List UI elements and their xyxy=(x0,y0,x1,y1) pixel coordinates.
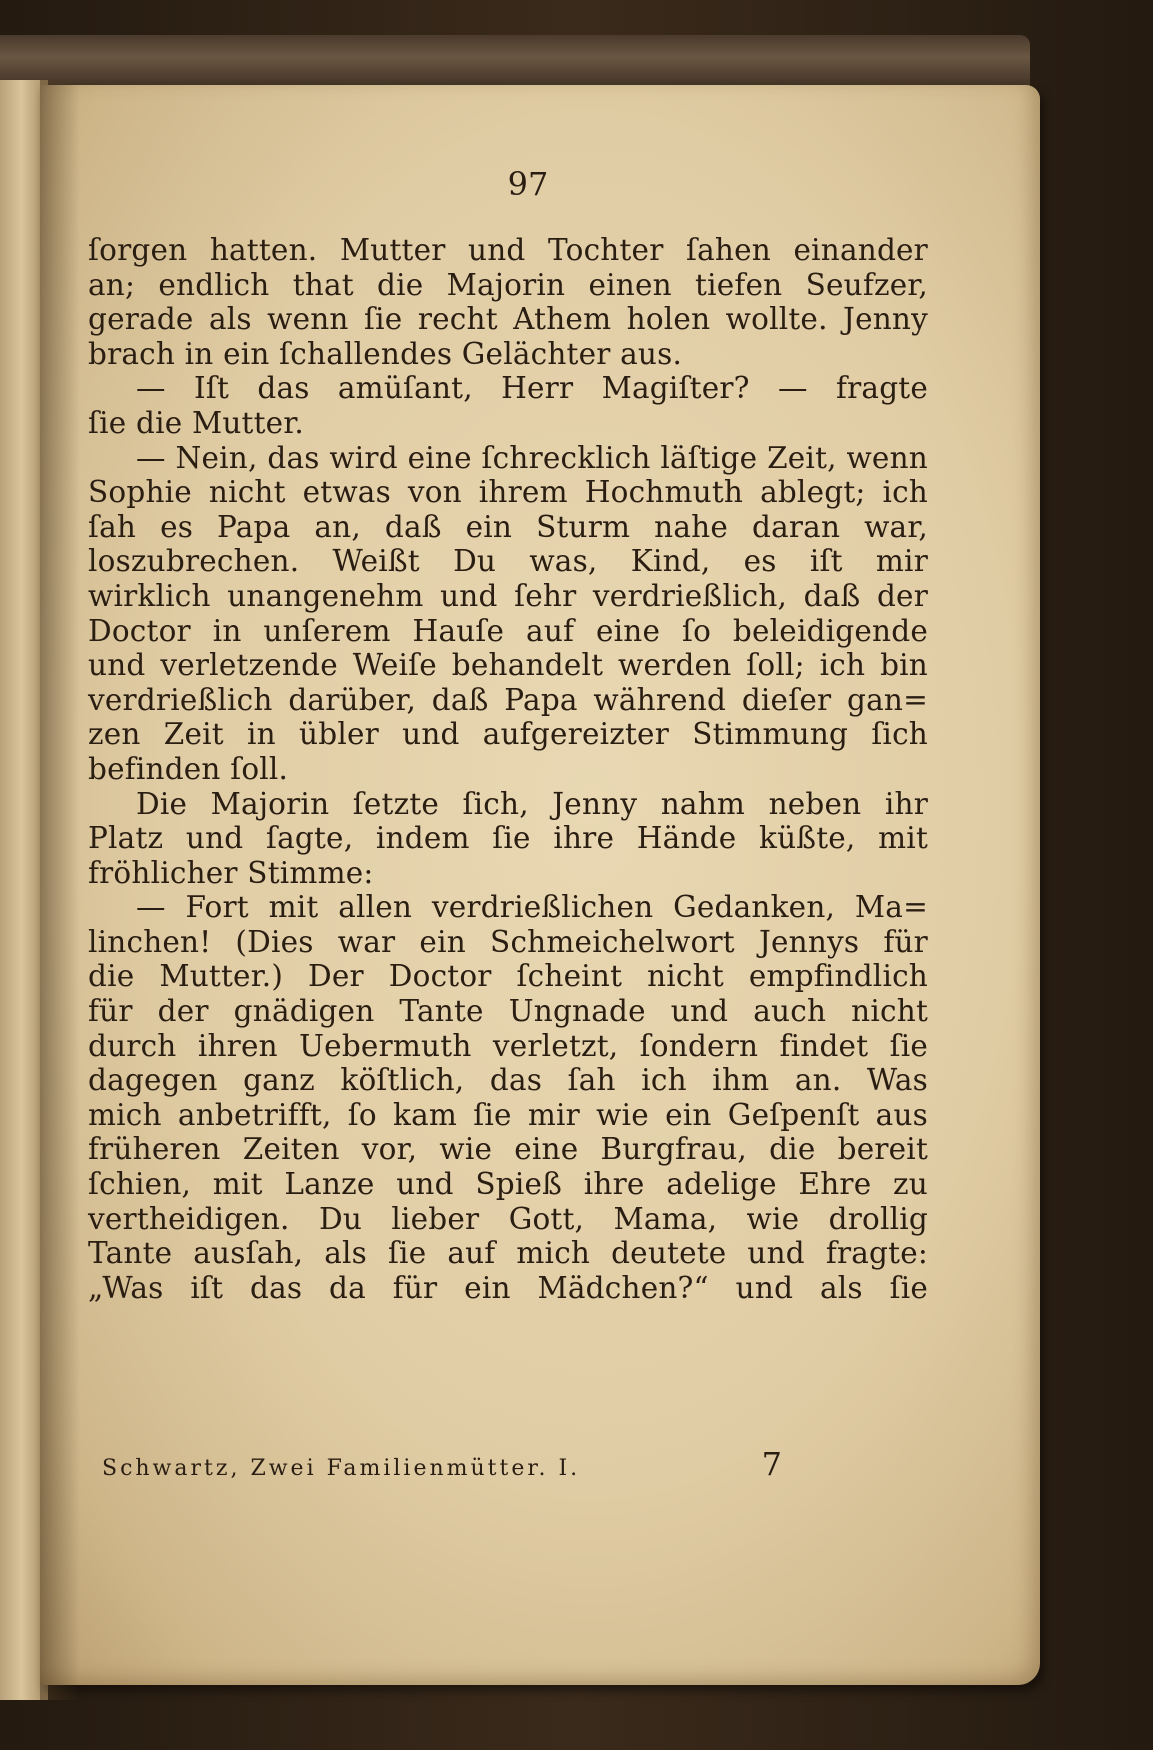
signature-mark: Schwartz, Zwei Familienmütter. I. xyxy=(102,1456,581,1481)
text-line: verdrießlich darüber, daß Papa während dieſer gan= xyxy=(88,682,928,717)
text-line: dagegen ganz köſtlich, das ſah ich ihm an. Was xyxy=(88,1063,928,1098)
text-line: gerade als wenn ſie recht Athem holen wollte. Jenny xyxy=(88,302,928,337)
text-line: durch ihren Uebermuth verletzt, ſondern findet ſie xyxy=(88,1028,928,1063)
text-line: loszubrechen. Weißt Du was, Kind, es iſt mir xyxy=(88,544,928,579)
text-line: — Iſt das amüſant, Herr Magiſter? — fragte xyxy=(136,371,928,406)
page-footer xyxy=(102,1445,782,1483)
text-line: ſie die Mutter. xyxy=(88,405,304,440)
text-line: ſorgen hatten. Mutter und Tochter ſahen einander xyxy=(88,233,928,267)
text-line: früheren Zeiten vor, wie eine Burgfrau, die bereit xyxy=(88,1132,928,1167)
text-line: Platz und ſagte, indem ſie ihre Hände küßte, mit xyxy=(88,821,928,856)
book-cover-edge xyxy=(0,35,1030,90)
text-line: linchen! (Dies war ein Schmeichelwort Jennys für xyxy=(88,924,928,959)
text-line: vertheidigen. Du lieber Gott, Mama, wie drollig xyxy=(88,1201,928,1236)
text-line: an; endlich that die Majorin einen tiefen Seufzer, xyxy=(88,267,928,302)
text-line: Sophie nicht etwas von ihrem Hochmuth ablegt; ich xyxy=(88,475,928,510)
text-line: Tante ausſah, als ſie auf mich deutete und fragte: xyxy=(88,1236,928,1271)
text-line: mich anbetrifft, ſo kam ſie mir wie ein Geſpenſt aus xyxy=(88,1097,928,1132)
spine-shadow xyxy=(40,80,80,1700)
text-line: Die Majorin ſetzte ſich, Jenny nahm neben ihr xyxy=(136,786,928,821)
text-line: brach in ein ſchallendes Gelächter aus. xyxy=(88,336,683,371)
text-line: fröhlicher Stimme: xyxy=(88,855,374,890)
text-line: zen Zeit in übler und aufgereizter Stimmung ſich xyxy=(88,717,928,752)
page-number: 97 xyxy=(507,165,549,203)
text-line: — Fort mit allen verdrießlichen Gedanken, Ma= xyxy=(136,890,928,925)
sheet-number: 7 xyxy=(761,1445,782,1483)
text-line: und verletzende Weiſe behandelt werden ſoll; ich bin xyxy=(88,648,928,683)
text-line: — Nein, das wird eine ſchrecklich läſtige Zeit, wenn xyxy=(136,440,928,475)
text-line: wirklich unangenehm und ſehr verdrießlich, daß der xyxy=(88,578,928,613)
text-line: „Was iſt das da für ein Mädchen?“ und als ſie xyxy=(88,1270,928,1305)
book-page xyxy=(40,85,1040,1685)
text-line: ſchien, mit Lanze und Spieß ihre adelige Ehre zu xyxy=(88,1167,928,1202)
text-line: für der gnädigen Tante Ungnade und auch nicht xyxy=(88,994,928,1029)
text-line: Doctor in unſerem Hauſe auf eine ſo beleidigende xyxy=(88,613,928,648)
text-line: befinden ſoll. xyxy=(88,751,289,786)
text-line: die Mutter.) Der Doctor ſcheint nicht empfindlich xyxy=(88,959,928,994)
text-line: ſah es Papa an, daß ein Sturm nahe daran war, xyxy=(88,509,928,544)
page-text xyxy=(88,233,928,1305)
